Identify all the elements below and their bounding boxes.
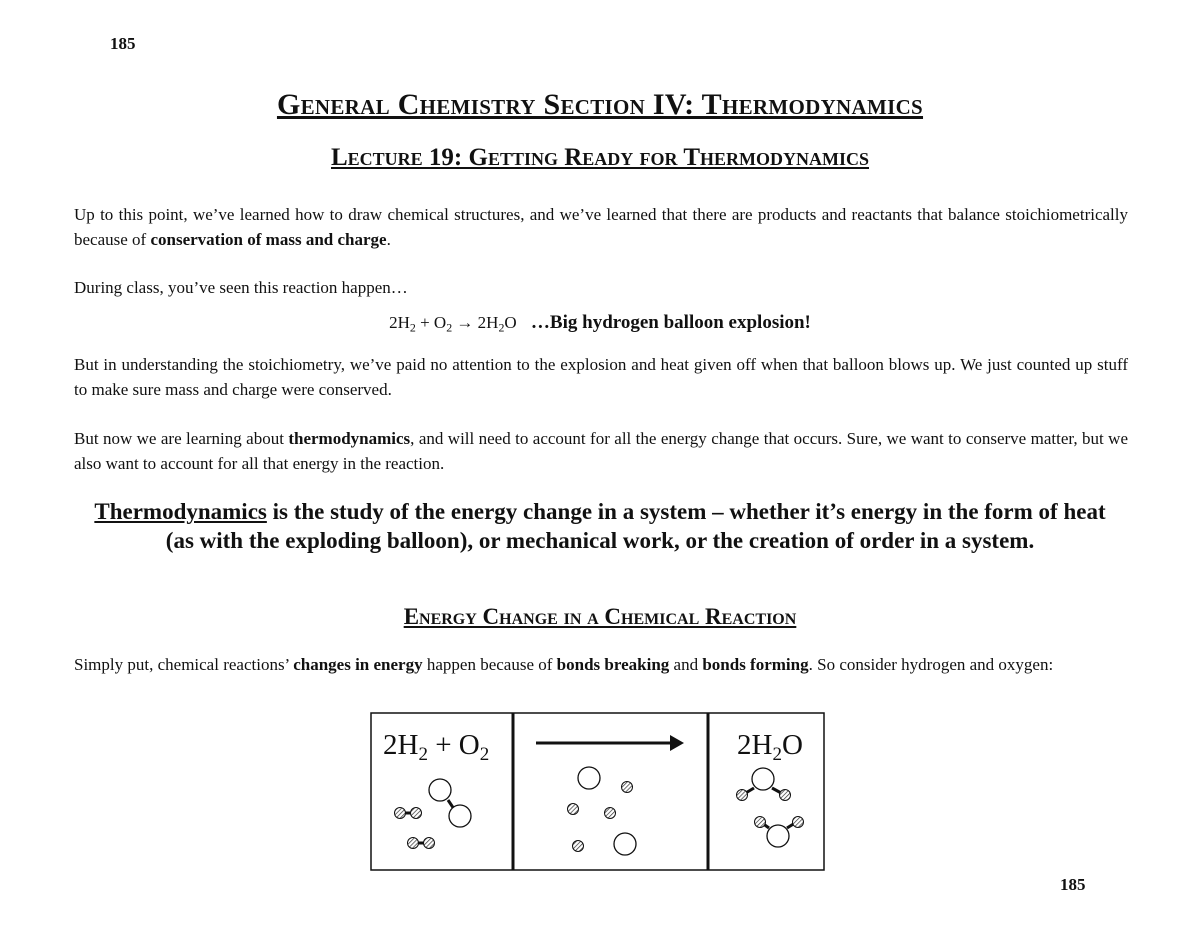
- reaction-diagram-svg: [370, 712, 825, 872]
- products-label: $2H_2O$: [737, 729, 803, 765]
- intro-text-2: .: [386, 230, 391, 249]
- paragraph-reaction-intro: During class, you’ve seen this reaction happen…: [74, 278, 408, 297]
- eq-sub3: 2: [498, 320, 505, 335]
- eq-coef1: 2H: [389, 313, 410, 332]
- thermodynamics-definition: [80, 497, 1120, 555]
- definition-term: Thermodynamics: [94, 499, 267, 524]
- section-heading-energy-change: Energy Change in a Chemical Reaction: [403, 604, 797, 629]
- eq-sub1: 2: [409, 320, 416, 335]
- page-number-bottom: 185: [1060, 875, 1086, 894]
- eq-sub2: 2: [446, 320, 453, 335]
- bonds-text-1: Simply put, chemical reactions’: [74, 655, 294, 674]
- page-number-top: 185: [110, 34, 136, 53]
- paragraph-intro: [74, 202, 1128, 252]
- bonds-text-3: and: [669, 655, 703, 674]
- bonds-bold-energy: changes in energy: [293, 655, 423, 674]
- paragraph-stoichiometry: But in understanding the stoichiometry, we’ve paid no attention to the explosion and heat given off when that balloon blows up. We just counted up stuff to make sure mass and charge were conserved.: [74, 355, 1128, 399]
- bonds-bold-breaking: bonds breaking: [556, 655, 670, 674]
- reaction-diagram: [370, 712, 825, 872]
- page-title: General Chemistry Section IV: Thermodynamics: [276, 88, 924, 121]
- thermo-text-2: , and will need to account for all the energy change that occurs. Sure, we want to conserve matter, but we also want to account for all that energy in the reaction.: [74, 429, 1128, 473]
- intro-text-1: Up to this point, we’ve learned how to draw chemical structures, and we’ve learned that there are products and reactants that balance stoichiometrically because of: [74, 205, 1128, 249]
- thermo-text-1: But now we are learning about: [74, 429, 289, 448]
- bonds-text-4: . So consider hydrogen and oxygen:: [808, 655, 1054, 674]
- eq-arrow: → 2H: [452, 313, 499, 332]
- paragraph-bonds: [74, 652, 1128, 677]
- intro-bold-conservation: conservation of mass and charge: [150, 230, 387, 249]
- lecture-subtitle: Lecture 19: Getting Ready for Thermodynamics: [330, 144, 869, 171]
- eq-plus: + O: [415, 313, 447, 332]
- bonds-bold-forming: bonds forming: [702, 655, 809, 674]
- reactants-label: $2H_2 + O_2$: [383, 729, 490, 765]
- eq-note: …Big hydrogen balloon explosion!: [530, 312, 811, 333]
- bonds-text-2: happen because of: [422, 655, 557, 674]
- thermo-bold: thermodynamics: [288, 429, 411, 448]
- definition-text: is the study of the energy change in a system – whether it’s energy in the form of heat (as with the exploding balloon), or mechanical work, or the creation of order in a system.: [165, 499, 1106, 553]
- reaction-equation: [0, 312, 1200, 334]
- paragraph-thermodynamics: [74, 426, 1128, 476]
- eq-tail: O: [504, 313, 517, 332]
